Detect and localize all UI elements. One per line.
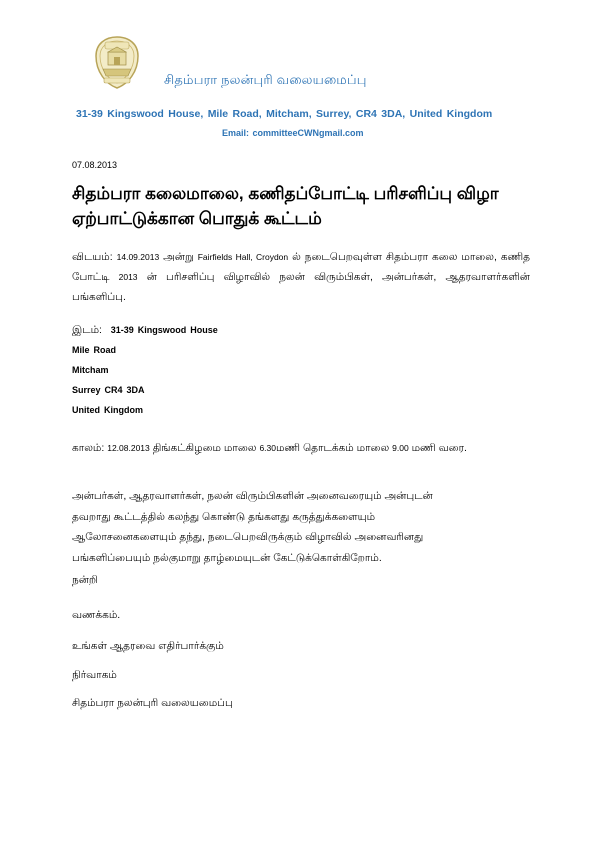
closing-greeting: வணக்கம்.	[72, 609, 121, 621]
organization-email: Email: committeeCWNgmail.com	[222, 128, 364, 138]
subject-label: விடயம்:	[72, 251, 113, 263]
time-text-3: மணி வரை.	[411, 442, 467, 454]
time-text-2: மணி தொடக்கம் மாலை	[275, 442, 390, 454]
invitation-paragraph	[72, 486, 530, 568]
closing-thanks: நன்றி	[72, 574, 98, 586]
subject-paragraph	[72, 247, 530, 307]
venue-address-line: Surrey CR4 3DA	[72, 385, 145, 395]
venue-label: இடம்:	[72, 324, 102, 336]
closing-management: நிர்வாகம்	[72, 669, 117, 681]
subject-text-1: அன்று	[163, 251, 194, 263]
event-year: 2013	[118, 272, 138, 282]
letter-date: 07.08.2013	[72, 160, 118, 170]
closing-expecting: உங்கள் ஆதரவை எதிர்பார்க்கும்	[72, 640, 224, 652]
meeting-start-time: 6.30	[259, 443, 276, 453]
meeting-date: 12.08.2013	[107, 443, 150, 453]
organization-name: சிதம்பரா நலன்புரி வலையமைப்பு	[164, 72, 367, 87]
venue-block	[72, 320, 530, 420]
event-date: 14.09.2013	[116, 252, 160, 262]
venue-address-line: United Kingdom	[72, 405, 143, 415]
invitation-line: பங்களிப்பையும் நல்குமாறு தாழ்மையுடன் கேட்டுக்கொள்கிறோம்.	[72, 551, 382, 564]
time-paragraph	[72, 438, 530, 458]
invitation-line: அன்பர்கள், ஆதரவாளர்கள், நலன் விரும்பிகளின் அனைவரையும் அன்புடன்	[72, 490, 433, 502]
invitation-line: ஆலோசனைகளையும் தந்து, நடைபெறவிருக்கும் விழாவில் அனைவரினது	[72, 531, 424, 543]
venue-address-line: Mile Road	[72, 345, 117, 355]
time-label: காலம்:	[72, 442, 105, 454]
organization-address: 31-39 Kingswood House, Mile Road, Mitcham, Surrey, CR4 3DA, United Kingdom	[76, 108, 493, 120]
subject-text-3: ன் பரிசளிப்பு விழாவில் நலன் விரும்பிகள், அன்பர்கள், ஆதரவாளர்களின் பங்களிப்பு.	[72, 271, 530, 303]
meeting-end-time: 9.00	[392, 443, 409, 453]
venue-address-line: Mitcham	[72, 365, 109, 375]
event-place: Fairfields Hall, Croydon	[197, 252, 289, 262]
letter-title: சிதம்பரா கலைமாலை, கணிதப்போட்டி பரிசளிப்பு விழா ஏற்பாட்டுக்கான பொதுக் கூட்டம்	[72, 184, 499, 228]
time-text-1: திங்கட்கிழமை மாலை	[152, 442, 257, 454]
closing-signature: சிதம்பரா நலன்புரி வலையமைப்பு	[72, 697, 233, 709]
venue-address-line: 31-39 Kingswood House	[110, 325, 218, 335]
organization-logo	[92, 34, 142, 90]
invitation-line: தவறாது கூட்டத்தில் கலந்து கொண்டு தங்களது கருத்துக்களையும்	[72, 510, 376, 523]
subject-text-2: ல் நடைபெறவுள்ள சிதம்பரா கலை மாலை, கணித போட்டி	[72, 251, 530, 283]
venue-line-1	[72, 320, 530, 340]
